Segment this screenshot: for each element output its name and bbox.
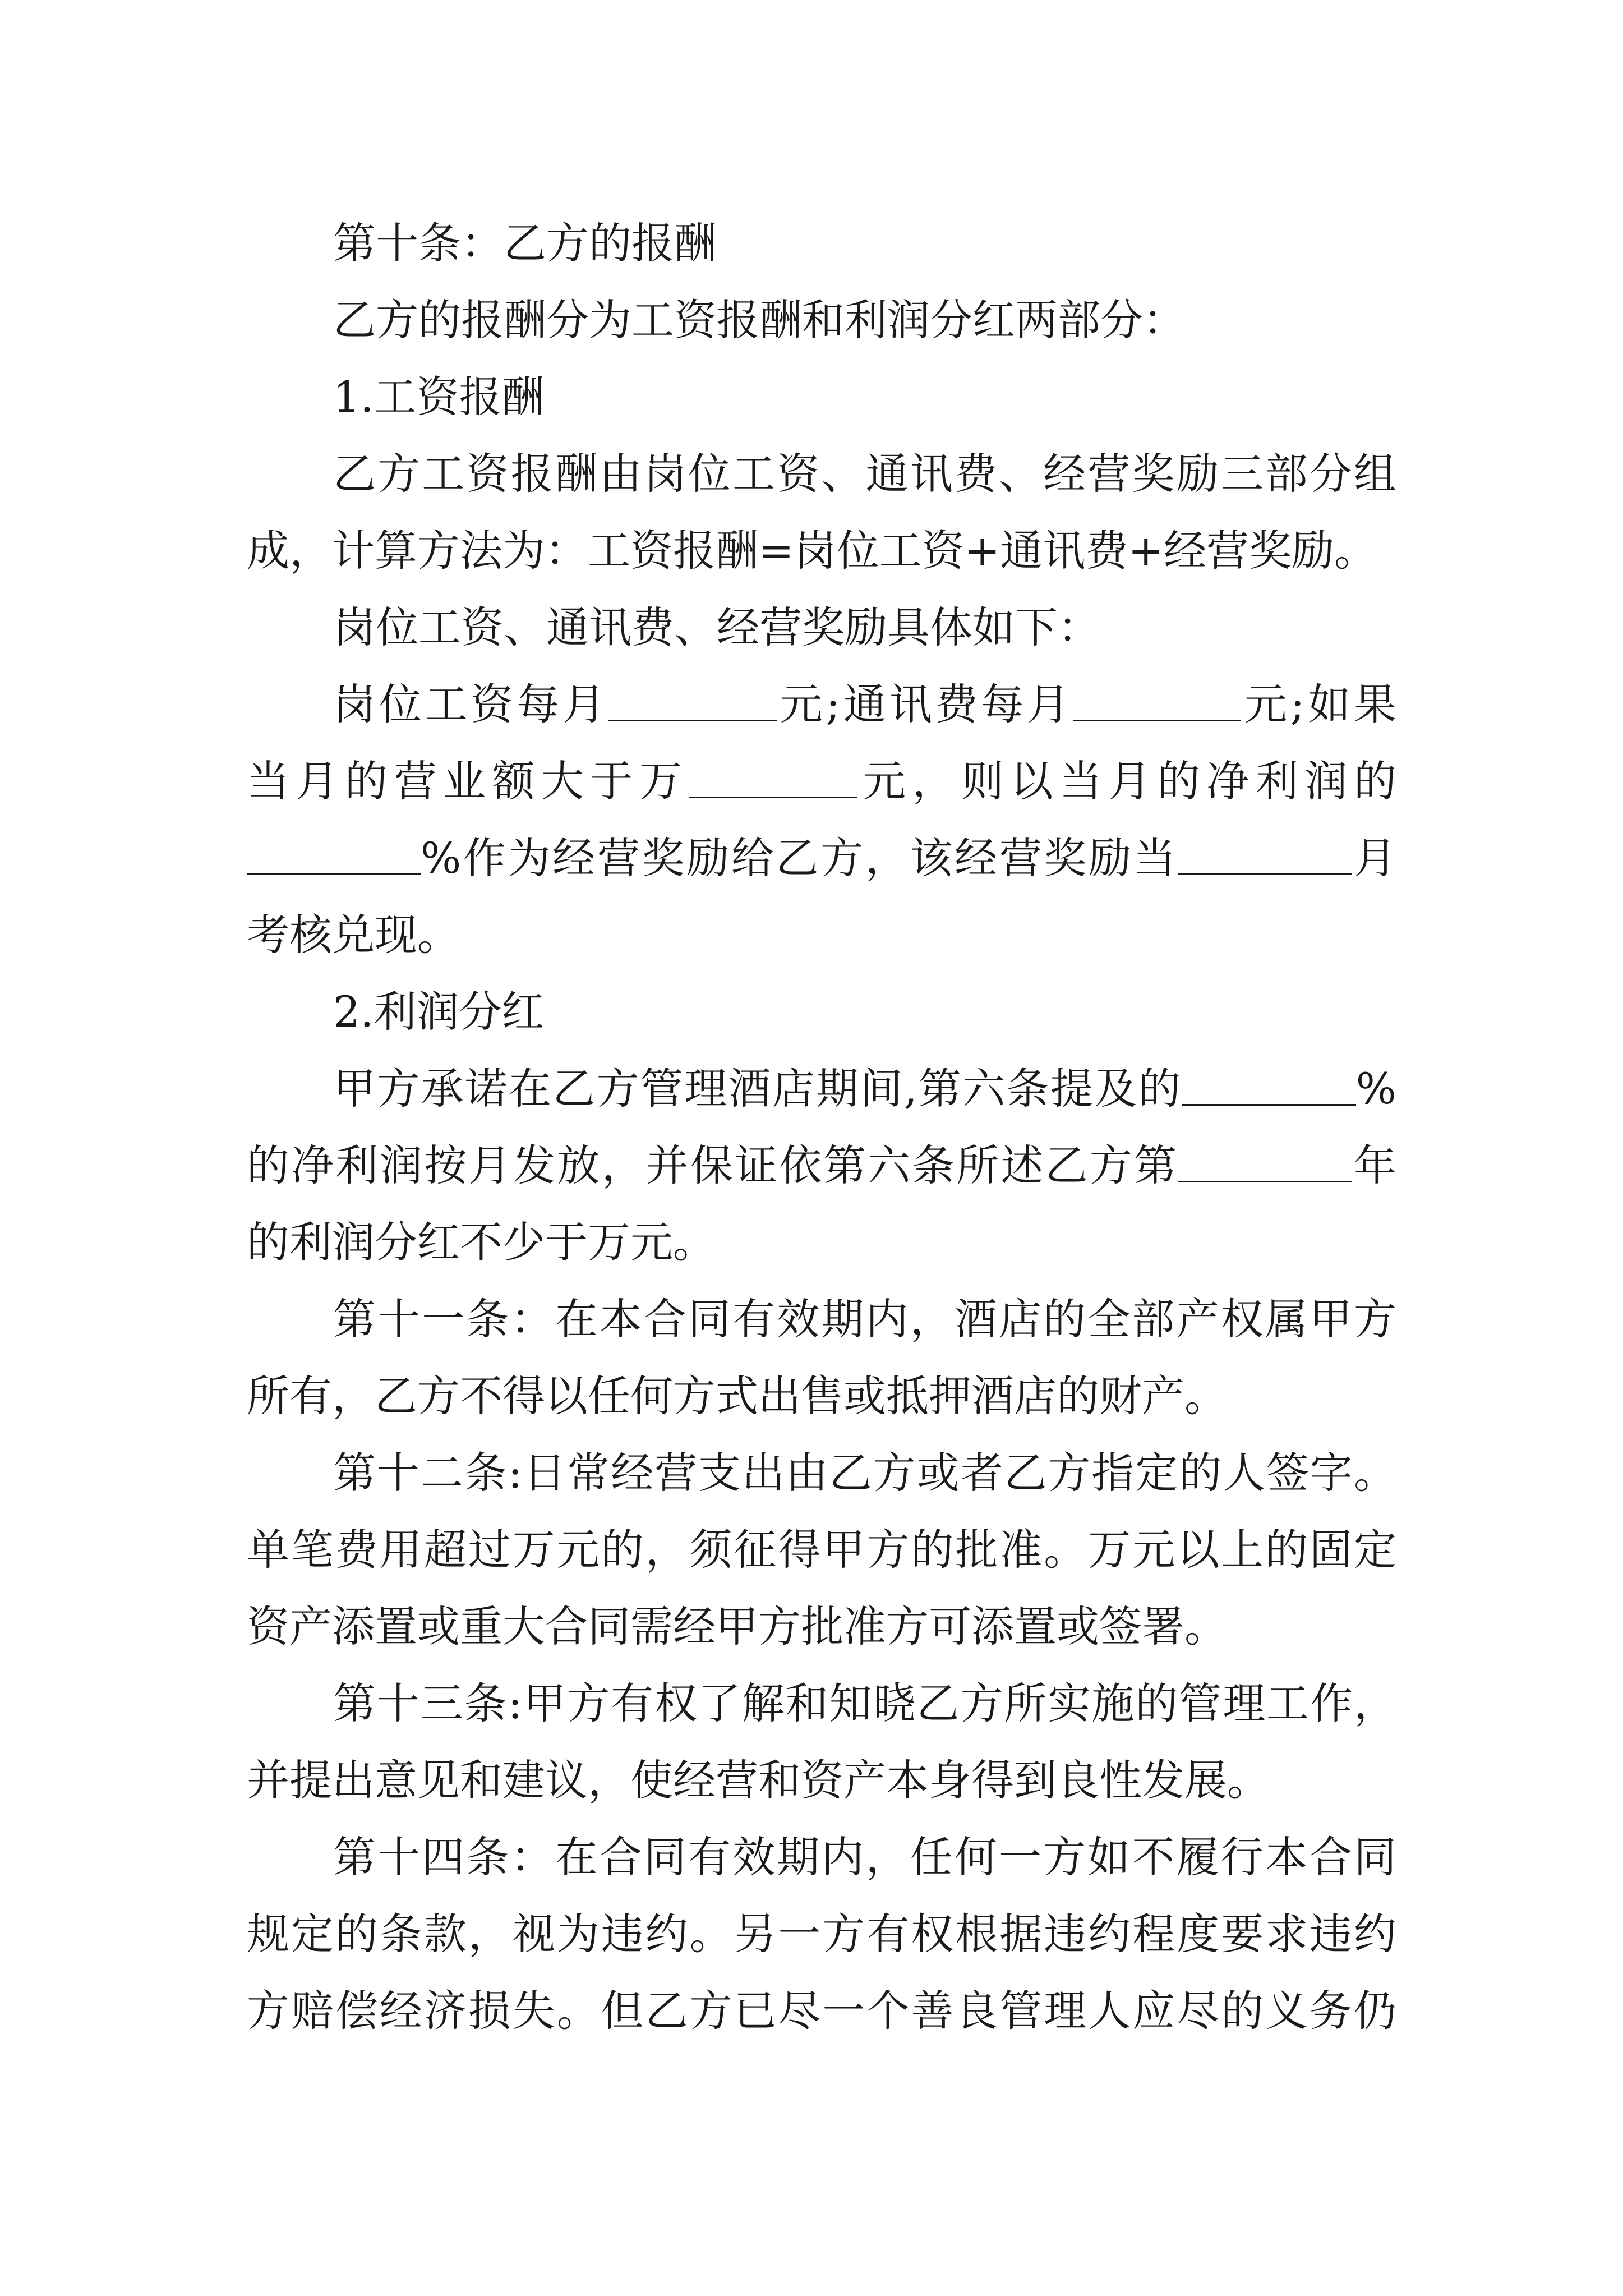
article-14-line-1	[247, 1819, 1396, 1895]
paragraph-text: 年	[1352, 1140, 1397, 1190]
section-1-paragraph-1-line-2	[247, 512, 1396, 589]
paragraph-text: 第十三条:甲方有权了解和知晓乙方所实施的管理工作，	[333, 1678, 1396, 1728]
section-1-paragraph-3-line-3	[247, 820, 1396, 896]
document-body	[247, 205, 1396, 2049]
paragraph-text: 岗位工资每月	[333, 679, 608, 729]
blank-line	[1178, 837, 1352, 875]
section-1-heading-text: 1.工资报酬	[333, 372, 545, 422]
paragraph-text: 方赔偿经济损失。但乙方已尽一个善良管理人应尽的义务仍	[247, 1986, 1396, 2036]
article-10-heading	[247, 205, 1396, 282]
paragraph-text: 乙方工资报酬由岗位工资、通讯费、经营奖励三部分组	[333, 449, 1396, 499]
section-2-paragraph-line-2	[247, 1127, 1396, 1204]
article-13-line-1	[247, 1665, 1396, 1742]
paragraph-text: 的利润分红不少于万元。	[247, 1217, 716, 1267]
paragraph-text: 成，计算方法为：工资报酬=岗位工资+通讯费+经营奖励。	[247, 526, 1377, 576]
section-1-paragraph-3-line-2	[247, 743, 1396, 820]
blank-line	[689, 760, 857, 798]
paragraph-text: 所有，乙方不得以任何方式出售或抵押酒店的财产。	[247, 1371, 1227, 1421]
paragraph-text: 甲方承诺在乙方管理酒店期间,第六条提及的	[333, 1064, 1182, 1114]
paragraph-text: 规定的条款，视为违约。另一方有权根据违约程度要求违约	[247, 1909, 1396, 1959]
section-1-heading	[247, 358, 1396, 435]
paragraph-text: 第十四条：在合同有效期内，任何一方如不履行本合同	[333, 1832, 1396, 1882]
article-11-line-1	[247, 1281, 1396, 1358]
blank-line	[1073, 683, 1241, 721]
paragraph-text: 元;如果	[1241, 679, 1397, 729]
paragraph-text: 第十二条:日常经营支出由乙方或者乙方指定的人签字。	[333, 1448, 1396, 1498]
paragraph-text: %作为经营奖励给乙方，该经营奖励当	[421, 833, 1178, 883]
article-12-line-2	[247, 1511, 1396, 1588]
blank-line	[1182, 1068, 1356, 1106]
paragraph-text: 考核兑现。	[247, 910, 460, 960]
paragraph-text: 资产添置或重大合同需经甲方批准方可添置或签署。	[247, 1602, 1227, 1651]
blank-line	[608, 683, 777, 721]
section-1-paragraph-3-line-4	[247, 896, 1396, 973]
section-2-heading	[247, 973, 1396, 1050]
article-12-line-3	[247, 1588, 1396, 1665]
paragraph-text: 当月的营业额大于万	[247, 756, 689, 806]
blank-line	[1178, 1144, 1352, 1182]
article-10-heading-text: 第十条：乙方的报酬	[333, 218, 717, 268]
section-2-paragraph-line-1	[247, 1050, 1396, 1127]
paragraph-text: %	[1355, 1064, 1396, 1114]
article-10-intro-text: 乙方的报酬分为工资报酬和利润分红两部分：	[333, 295, 1186, 345]
paragraph-text: 第十一条：在本合同有效期内，酒店的全部产权属甲方	[333, 1294, 1396, 1344]
article-14-line-2	[247, 1895, 1396, 1972]
paragraph-text: 元，则以当月的净利润的	[856, 756, 1396, 806]
article-11-line-2	[247, 1358, 1396, 1434]
paragraph-text: 岗位工资、通讯费、经营奖励具体如下：	[333, 602, 1100, 652]
paragraph-text: 并提出意见和建议，使经营和资产本身得到良性发展。	[247, 1755, 1270, 1805]
paragraph-text: 元;通讯费每月	[776, 679, 1073, 729]
section-1-paragraph-2	[247, 589, 1396, 666]
section-1-paragraph-3-line-1	[247, 666, 1396, 743]
article-12-line-1	[247, 1434, 1396, 1511]
article-13-line-2	[247, 1742, 1396, 1819]
paragraph-text: 单笔费用超过万元的，须征得甲方的批准。万元以上的固定	[247, 1525, 1396, 1575]
paragraph-text: 的净利润按月发放，并保证依第六条所述乙方第	[247, 1140, 1178, 1190]
article-14-line-3	[247, 1972, 1396, 2049]
blank-line	[247, 837, 421, 875]
section-2-paragraph-line-3	[247, 1204, 1396, 1281]
article-10-intro	[247, 282, 1396, 358]
paragraph-text: 月	[1352, 833, 1396, 883]
section-1-paragraph-1-line-1	[247, 435, 1396, 512]
section-2-heading-text: 2.利润分红	[333, 987, 545, 1037]
